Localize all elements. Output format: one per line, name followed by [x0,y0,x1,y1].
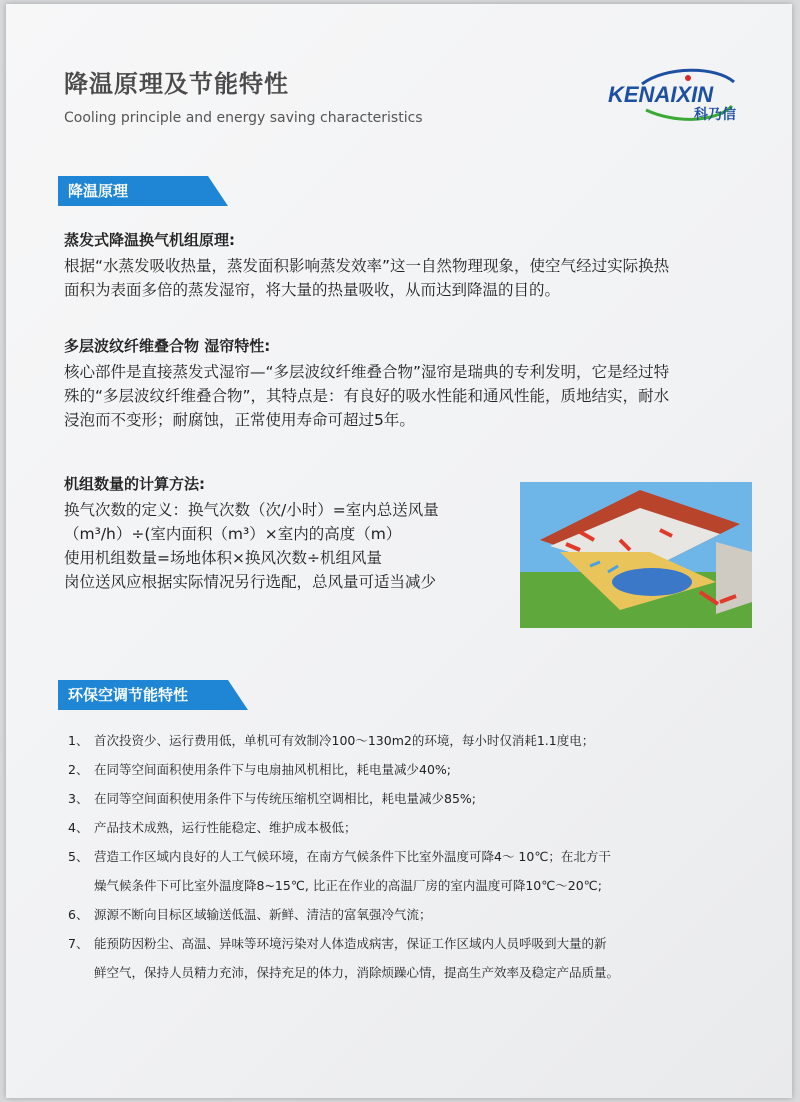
wet-curtain-block [64,334,764,432]
block-heading: 多层波纹纤维叠合物 湿帘特性: [64,337,271,355]
section-tab-energy-saving [58,680,258,710]
feature-list [68,726,768,987]
block-heading: 机组数量的计算方法: [64,475,205,493]
list-text: 在同等空间面积使用条件下与传统压缩机空调相比，耗电量减少85%; [94,791,476,806]
paragraph-line: 岗位送风应根据实际情况另行选配，总风量可适当减少 [64,573,437,591]
list-text: 营造工作区域内良好的人工气候环境，在南方气候条件下比室外温度可降4～ 10℃；在北方干 [94,849,611,864]
list-number: 3、 [68,791,89,806]
list-number: 5、 [68,849,89,864]
list-text: 鲜空气，保持人员精力充沛，保持充足的体力，消除烦躁心情，提高生产效率及稳定产品质量。 [94,965,620,980]
block-heading: 蒸发式降温换气机组原理: [64,231,235,249]
list-number: 7、 [68,936,89,951]
brand-logo [606,64,766,134]
page-title: 降温原理及节能特性 [64,70,289,98]
list-text: 源源不断向目标区域输送低温、新鲜、清洁的富氧强冷气流； [94,907,432,922]
page-subtitle: Cooling principle and energy saving characteristics [64,110,423,126]
building-airflow-illustration [520,482,752,628]
paragraph-line: 使用机组数量=场地体积×换风次数÷机组风量 [64,549,382,567]
logo-chinese-name: 科乃信 [694,107,736,123]
list-item [68,900,768,929]
list-number: 4、 [68,820,89,835]
paragraph-line: 换气次数的定义：换气次数（次/小时）=室内总送风量 [64,501,439,519]
list-item [68,726,768,755]
list-number: 6、 [68,907,89,922]
list-number: 1、 [68,733,89,748]
list-text: 产品技术成熟，运行性能稳定、维护成本极低； [94,820,357,835]
list-text: 能预防因粉尘、高温、异味等环境污染对人体造成病害，保证工作区域内人员呼吸到大量的新 [94,936,607,951]
unit-calculation-block [64,472,504,594]
paragraph-line: 殊的“多层波纹纤维叠合物”，其特点是：有良好的吸水性能和通风性能，质地结实，耐水 [64,387,670,405]
section-tab-cooling-principle [58,176,238,206]
brochure-page [6,4,792,1098]
evaporative-principle-block [64,228,764,302]
section-tab-label: 降温原理 [68,182,129,200]
list-item [68,813,768,842]
paragraph-line: 浸泡而不变形；耐腐蚀，正常使用寿命可超过5年。 [64,411,415,429]
paragraph-line: （m³/h）÷(室内面积（m³）×室内的高度（m） [64,525,402,543]
list-text: 燥气候条件下可比室外温度降8~15℃, 比正在作业的高温厂房的室内温度可降10℃～20℃; [94,878,602,893]
logo-wordmark: KENAIXIN [608,82,714,107]
list-item [68,929,768,987]
kenaixin-logo-icon [606,64,766,134]
list-item [68,784,768,813]
list-number: 2、 [68,762,89,777]
list-text: 在同等空间面积使用条件下与电扇抽风机相比，耗电量减少40%; [94,762,451,777]
paragraph-line: 核心部件是直接蒸发式湿帘—“多层波纹纤维叠合物”湿帘是瑞典的专利发明，它是经过特 [64,363,670,381]
list-text: 首次投资少、运行费用低，单机可有效制冷100～130m2的环境，每小时仅消耗1.1度电； [94,733,595,748]
section-tab-label: 环保空调节能特性 [68,686,189,704]
paragraph-line: 面积为表面多倍的蒸发湿帘，将大量的热量吸收，从而达到降温的目的。 [64,281,561,299]
list-item [68,755,768,784]
list-item [68,842,768,900]
house-cooling-illustration-icon [520,482,752,628]
paragraph-line: 根据“水蒸发吸收热量，蒸发面积影响蒸发效率”这一自然物理现象，使空气经过实际换热 [64,257,670,275]
